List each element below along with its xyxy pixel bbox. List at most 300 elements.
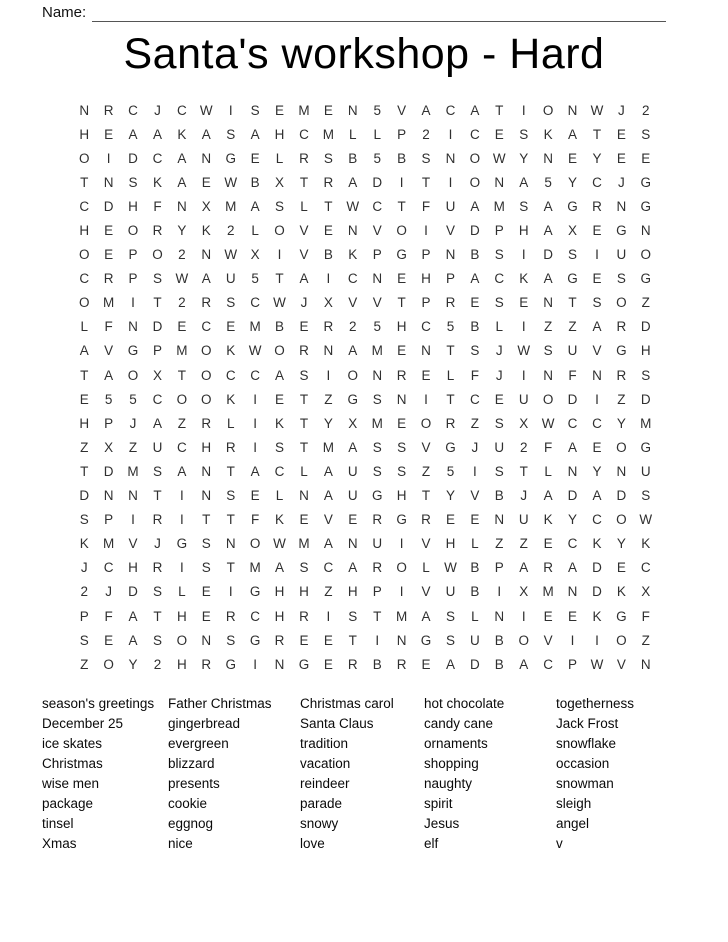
grid-letter-r12c14: R [396, 367, 407, 383]
grid-letter-r8c9: T [275, 271, 284, 287]
word-list-item: parade [300, 796, 343, 811]
grid-letter-r19c11: A [323, 536, 333, 552]
grid-letter-r19c3: V [128, 536, 138, 552]
grid-letter-r14c5: Z [177, 415, 186, 431]
grid-letter-r10c5: E [177, 319, 187, 335]
grid-letter-r20c17: B [470, 560, 480, 576]
grid-letter-r19c21: C [567, 536, 578, 552]
grid-letter-r3c24: E [641, 150, 651, 166]
word-list-item: hot chocolate [424, 696, 505, 711]
grid-letter-r22c7: R [225, 608, 236, 624]
grid-letter-r11c6: O [201, 343, 212, 359]
word-list-item: vacation [300, 756, 351, 771]
grid-letter-r23c4: S [152, 632, 162, 648]
grid-letter-r22c8: C [250, 608, 260, 624]
grid-letter-r9c2: M [102, 295, 115, 311]
grid-letter-r17c7: S [226, 488, 236, 504]
grid-letter-r17c19: J [520, 488, 528, 504]
grid-letter-r10c6: C [201, 319, 212, 335]
grid-letter-r24c3: Y [128, 656, 138, 672]
grid-letter-r6c19: H [518, 223, 529, 239]
grid-letter-r19c24: K [641, 536, 651, 552]
grid-letter-r8c10: A [299, 271, 309, 287]
grid-letter-r11c19: W [517, 343, 531, 359]
grid-letter-r1c19: I [521, 102, 526, 118]
grid-letter-r15c4: U [152, 439, 163, 455]
grid-letter-r21c16: U [445, 584, 456, 600]
grid-letter-r14c20: W [541, 415, 555, 431]
grid-letter-r8c15: H [421, 271, 431, 287]
grid-letter-r1c12: N [347, 102, 358, 118]
grid-letter-r9c12: V [348, 295, 358, 311]
word-list-item: evergreen [168, 736, 229, 751]
grid-letter-r6c7: 2 [226, 223, 235, 239]
grid-letter-r16c15: Z [421, 463, 431, 479]
grid-letter-r23c18: B [494, 632, 504, 648]
grid-letter-r1c14: V [397, 102, 407, 118]
grid-letter-r16c7: T [226, 463, 235, 479]
grid-letter-r5c17: A [470, 198, 480, 214]
grid-letter-r2c19: S [519, 126, 529, 142]
grid-letter-r22c18: N [494, 608, 505, 624]
grid-letter-r5c16: U [445, 198, 456, 214]
grid-letter-r24c9: N [274, 656, 285, 672]
grid-letter-r9c24: Z [641, 295, 650, 311]
grid-letter-r16c8: A [250, 463, 260, 479]
grid-letter-r14c4: A [152, 415, 162, 431]
grid-letter-r6c23: G [616, 223, 627, 239]
grid-letter-r2c3: A [128, 126, 138, 142]
grid-letter-r16c12: U [347, 463, 358, 479]
grid-letter-r22c19: I [521, 608, 526, 624]
grid-letter-r4c12: A [348, 174, 358, 190]
grid-letter-r15c5: C [176, 439, 187, 455]
grid-letter-r9c3: I [131, 295, 135, 311]
grid-letter-r18c3: I [131, 512, 135, 528]
grid-letter-r8c19: K [519, 271, 529, 287]
grid-letter-r21c13: P [372, 584, 382, 600]
grid-letter-r17c8: E [250, 488, 260, 504]
grid-letter-r8c24: G [640, 271, 652, 287]
grid-letter-r14c24: M [640, 415, 652, 431]
word-list-item: Christmas [42, 756, 103, 771]
grid-letter-r17c2: N [103, 488, 114, 504]
grid-letter-r18c10: E [299, 512, 309, 528]
grid-letter-r4c3: S [128, 174, 138, 190]
grid-letter-r4c2: N [103, 174, 114, 190]
grid-letter-r1c22: W [590, 102, 604, 118]
grid-letter-r7c2: E [104, 247, 114, 263]
grid-letter-r2c23: E [616, 126, 626, 142]
word-list-item: reindeer [300, 776, 350, 791]
page-title: Santa's workshop - Hard [123, 30, 605, 78]
grid-letter-r19c14: I [399, 536, 404, 552]
grid-letter-r1c21: N [567, 102, 578, 118]
grid-letter-r16c2: D [103, 463, 114, 479]
grid-letter-r22c11: I [326, 608, 331, 624]
grid-letter-r8c17: A [470, 271, 480, 287]
grid-letter-r11c12: A [348, 343, 358, 359]
word-list-item: v [556, 836, 563, 851]
grid-letter-r15c17: J [471, 439, 479, 455]
grid-letter-r23c23: O [616, 632, 627, 648]
grid-letter-r23c1: S [79, 632, 89, 648]
grid-letter-r5c19: S [519, 198, 529, 214]
grid-letter-r8c13: N [372, 271, 383, 287]
grid-letter-r5c9: S [275, 198, 285, 214]
grid-letter-r7c15: P [421, 247, 431, 263]
grid-letter-r23c6: N [201, 632, 212, 648]
grid-letter-r20c4: R [152, 560, 163, 576]
grid-letter-r23c21: I [570, 632, 575, 648]
grid-letter-r20c6: S [201, 560, 211, 576]
grid-letter-r5c6: X [201, 198, 211, 214]
grid-letter-r22c15: A [421, 608, 431, 624]
grid-letter-r8c16: P [445, 271, 455, 287]
grid-letter-r20c12: A [348, 560, 358, 576]
grid-letter-r5c5: N [176, 198, 187, 214]
grid-letter-r22c22: K [592, 608, 602, 624]
grid-letter-r20c2: C [103, 560, 114, 576]
grid-letter-r7c23: U [616, 247, 627, 263]
grid-letter-r8c4: S [152, 271, 162, 287]
grid-letter-r12c5: T [177, 367, 186, 383]
grid-letter-r8c11: I [326, 271, 331, 287]
grid-letter-r7c24: O [640, 247, 652, 263]
grid-letter-r12c24: S [641, 367, 651, 383]
grid-letter-r4c20: 5 [544, 174, 552, 190]
word-list-column-5 [556, 694, 696, 854]
grid-letter-r7c9: I [277, 247, 282, 263]
grid-letter-r6c1: H [79, 223, 90, 239]
grid-letter-r6c13: V [372, 223, 382, 239]
grid-letter-r5c8: A [250, 198, 260, 214]
grid-letter-r17c14: H [396, 488, 407, 504]
grid-letter-r17c18: B [494, 488, 504, 504]
grid-letter-r21c7: I [228, 584, 233, 600]
grid-letter-r19c15: V [421, 536, 431, 552]
grid-letter-r9c5: 2 [178, 295, 186, 311]
grid-letter-r11c15: N [421, 343, 431, 359]
word-list-item: angel [556, 816, 590, 831]
grid-letter-r12c17: F [470, 367, 479, 383]
grid-letter-r19c5: G [176, 536, 188, 552]
grid-letter-r6c2: E [104, 223, 114, 239]
grid-letter-r7c18: S [494, 247, 504, 263]
grid-letter-r24c7: G [225, 656, 236, 672]
grid-letter-r19c18: Z [495, 536, 504, 552]
grid-letter-r23c5: O [176, 632, 188, 648]
grid-letter-r2c9: H [274, 126, 285, 142]
grid-letter-r1c16: C [445, 102, 456, 118]
grid-letter-r24c17: D [469, 656, 480, 672]
grid-letter-r3c23: E [616, 150, 626, 166]
word-list-item: tradition [300, 736, 349, 751]
grid-letter-r5c3: H [128, 198, 138, 214]
grid-letter-r16c18: S [494, 463, 504, 479]
grid-letter-r10c18: L [495, 319, 504, 335]
grid-letter-r10c2: F [104, 319, 113, 335]
grid-letter-r24c24: N [640, 656, 651, 672]
grid-letter-r10c8: M [249, 319, 261, 335]
word-list-item: tinsel [42, 816, 74, 831]
grid-letter-r10c12: 2 [349, 319, 357, 335]
grid-letter-r4c7: W [224, 174, 238, 190]
grid-letter-r20c21: A [568, 560, 578, 576]
grid-letter-r9c22: S [592, 295, 602, 311]
grid-letter-r18c7: T [226, 512, 235, 528]
grid-letter-r6c6: K [201, 223, 211, 239]
grid-letter-r13c13: S [372, 391, 382, 407]
grid-letter-r9c11: X [323, 295, 333, 311]
grid-letter-r4c18: N [494, 174, 505, 190]
grid-letter-r20c24: C [640, 560, 651, 576]
grid-letter-r18c9: K [275, 512, 285, 528]
grid-letter-r22c1: P [79, 608, 89, 624]
grid-letter-r7c19: I [521, 247, 526, 263]
grid-letter-r1c11: E [323, 102, 333, 118]
grid-letter-r10c22: A [592, 319, 602, 335]
grid-letter-r13c8: I [253, 391, 257, 407]
grid-letter-r15c21: A [568, 439, 578, 455]
grid-letter-r15c18: U [494, 439, 505, 455]
grid-letter-r1c5: C [176, 102, 187, 118]
name-label: Name: [42, 4, 87, 21]
grid-letter-r22c23: G [616, 608, 627, 624]
word-list-item: season's greetings [42, 696, 155, 711]
grid-letter-r13c6: O [201, 391, 212, 407]
grid-letter-r5c21: G [567, 198, 578, 214]
grid-letter-r18c16: E [445, 512, 455, 528]
grid-letter-r6c18: P [494, 223, 504, 239]
grid-letter-r24c5: H [176, 656, 187, 672]
grid-letter-r15c11: M [322, 439, 334, 455]
grid-letter-r1c17: A [470, 102, 480, 118]
grid-letter-r22c12: S [348, 608, 358, 624]
grid-letter-r10c24: D [640, 319, 651, 335]
grid-letter-r14c14: E [397, 415, 407, 431]
grid-letter-r11c13: M [371, 343, 383, 359]
grid-letter-r8c1: C [79, 271, 90, 287]
grid-letter-r24c2: O [103, 656, 114, 672]
grid-letter-r8c3: P [128, 271, 138, 287]
grid-letter-r9c16: R [445, 295, 456, 311]
grid-letter-r15c12: A [348, 439, 358, 455]
grid-letter-r5c2: D [103, 198, 114, 214]
grid-letter-r8c2: R [103, 271, 114, 287]
grid-letter-r7c3: P [128, 247, 138, 263]
grid-letter-r18c8: F [250, 512, 260, 528]
grid-letter-r14c11: Y [323, 415, 333, 431]
word-list-item: snowy [300, 816, 339, 831]
grid-letter-r20c18: P [494, 560, 504, 576]
grid-letter-r13c24: D [640, 391, 651, 407]
grid-letter-r12c21: F [568, 367, 577, 383]
grid-letter-r7c21: S [568, 247, 578, 263]
grid-letter-r16c20: L [544, 463, 552, 479]
grid-letter-r24c15: E [421, 656, 431, 672]
grid-letter-r20c23: E [616, 560, 626, 576]
grid-letter-r15c1: Z [80, 439, 89, 455]
grid-letter-r3c17: O [469, 150, 481, 166]
word-list-item: wise men [42, 776, 100, 791]
grid-letter-r23c16: S [445, 632, 455, 648]
grid-letter-r16c13: S [372, 463, 382, 479]
grid-letter-r13c18: E [494, 391, 504, 407]
grid-letter-r12c23: R [616, 367, 627, 383]
word-list-item: ornaments [424, 736, 488, 751]
grid-letter-r20c20: R [543, 560, 553, 576]
word-list-item: gingerbread [168, 716, 241, 731]
grid-letter-r1c3: C [128, 102, 138, 118]
grid-letter-r6c17: D [469, 223, 480, 239]
grid-letter-r23c17: U [469, 632, 480, 648]
word-list-item: snowman [556, 776, 614, 791]
word-list-item: Santa Claus [300, 716, 374, 731]
grid-letter-r1c8: S [250, 102, 260, 118]
word-list-item: cookie [168, 796, 208, 811]
grid-letter-r9c21: T [568, 295, 577, 311]
grid-letter-r21c21: N [567, 584, 578, 600]
grid-letter-r10c13: 5 [373, 319, 381, 335]
grid-letter-r11c22: V [592, 343, 602, 359]
grid-letter-r1c6: W [199, 102, 213, 118]
grid-letter-r17c10: N [299, 488, 309, 504]
grid-letter-r16c17: I [472, 463, 477, 479]
grid-letter-r17c20: A [543, 488, 553, 504]
grid-letter-r20c19: A [519, 560, 529, 576]
grid-letter-r2c6: A [201, 126, 211, 142]
grid-letter-r18c18: N [494, 512, 505, 528]
grid-letter-r20c16: W [444, 560, 457, 576]
grid-letter-r21c17: B [470, 584, 480, 600]
grid-letter-r14c16: R [445, 415, 456, 431]
grid-letter-r4c17: O [469, 174, 481, 190]
grid-letter-r7c17: B [470, 247, 480, 263]
grid-letter-r20c10: S [299, 560, 309, 576]
grid-letter-r5c18: M [493, 198, 505, 214]
grid-letter-r18c2: P [104, 512, 114, 528]
grid-letter-r9c9: W [273, 295, 286, 311]
grid-letter-r20c5: I [179, 560, 184, 576]
grid-letter-r20c8: M [249, 560, 261, 576]
grid-letter-r23c12: T [348, 632, 357, 648]
grid-letter-r14c6: R [201, 415, 212, 431]
word-list-item: occasion [556, 756, 610, 771]
grid-letter-r14c9: K [275, 415, 285, 431]
word-list-item: sleigh [556, 796, 592, 811]
grid-letter-r18c21: Y [568, 512, 578, 528]
grid-letter-r2c22: T [592, 126, 602, 142]
grid-letter-r24c20: C [543, 656, 553, 672]
grid-letter-r16c6: N [201, 463, 212, 479]
grid-letter-r23c22: I [595, 632, 599, 648]
grid-letter-r13c3: 5 [129, 391, 137, 407]
grid-letter-r6c24: N [640, 223, 651, 239]
grid-letter-r13c22: I [595, 391, 599, 407]
grid-letter-r24c13: B [372, 656, 382, 672]
grid-letter-r12c7: C [225, 367, 236, 383]
grid-letter-r12c9: A [275, 367, 285, 383]
grid-letter-r5c13: C [372, 198, 383, 214]
grid-letter-r18c5: I [179, 512, 184, 528]
grid-letter-r13c2: 5 [104, 391, 113, 407]
grid-letter-r4c21: Y [568, 174, 578, 190]
grid-letter-r14c3: J [129, 415, 137, 431]
grid-letter-r2c12: L [349, 126, 357, 142]
grid-letter-r10c15: C [421, 319, 431, 335]
grid-letter-r18c19: U [518, 512, 529, 528]
grid-letter-r23c10: E [299, 632, 309, 648]
grid-letter-r9c17: E [470, 295, 480, 311]
grid-letter-r1c15: A [421, 102, 431, 118]
grid-letter-r21c18: I [497, 584, 502, 600]
grid-letter-r12c1: T [80, 367, 89, 383]
grid-letter-r12c20: N [543, 367, 553, 383]
grid-letter-r10c19: I [521, 319, 526, 335]
grid-letter-r22c10: R [299, 608, 309, 624]
grid-letter-r14c18: S [494, 415, 504, 431]
grid-letter-r1c20: O [542, 102, 554, 118]
grid-letter-r18c14: G [396, 512, 407, 528]
grid-letter-r4c6: E [201, 174, 211, 190]
grid-letter-r12c11: I [326, 367, 331, 383]
grid-letter-r8c21: G [567, 271, 578, 287]
grid-letter-r5c24: G [640, 198, 652, 214]
grid-letter-r9c15: P [421, 295, 431, 311]
grid-letter-r1c2: R [103, 102, 114, 118]
grid-letter-r9c10: J [300, 295, 308, 311]
grid-letter-r16c1: T [80, 463, 89, 479]
grid-letter-r10c16: 5 [446, 319, 455, 335]
grid-letter-r11c7: K [226, 343, 236, 359]
grid-letter-r24c6: R [201, 656, 212, 672]
grid-letter-r14c19: X [519, 415, 529, 431]
grid-letter-r19c6: S [201, 536, 211, 552]
grid-letter-r21c20: M [542, 584, 554, 600]
grid-letter-r22c16: S [445, 608, 455, 624]
grid-letter-r4c16: I [448, 174, 453, 190]
grid-letter-r8c7: U [225, 271, 236, 287]
grid-letter-r9c6: R [201, 295, 212, 311]
grid-letter-r4c22: C [592, 174, 602, 190]
grid-letter-r24c22: W [590, 656, 604, 672]
word-list-item: package [42, 796, 94, 811]
grid-letter-r19c23: Y [616, 536, 626, 552]
grid-letter-r7c11: B [323, 247, 333, 263]
grid-letter-r10c3: N [128, 319, 138, 335]
grid-letter-r23c2: E [104, 632, 114, 648]
grid-letter-r9c19: E [519, 295, 529, 311]
grid-letter-r23c13: I [375, 632, 380, 648]
grid-letter-r23c24: Z [641, 632, 650, 648]
grid-letter-r2c15: 2 [422, 126, 430, 142]
grid-letter-r13c1: E [79, 391, 89, 407]
grid-letter-r13c4: C [152, 391, 163, 407]
grid-letter-r3c10: R [299, 150, 309, 166]
grid-letter-r17c23: D [616, 488, 627, 504]
grid-letter-r4c4: K [152, 174, 162, 190]
name-fill-line[interactable] [92, 5, 666, 22]
grid-letter-r16c19: T [519, 463, 528, 479]
grid-letter-r3c21: E [568, 150, 578, 166]
grid-letter-r20c14: O [396, 560, 407, 576]
grid-letter-r17c5: I [179, 488, 184, 504]
word-search-grid [72, 98, 658, 676]
grid-letter-r14c1: H [79, 415, 90, 431]
grid-letter-r12c16: L [446, 367, 455, 383]
grid-letter-r6c4: R [152, 223, 163, 239]
